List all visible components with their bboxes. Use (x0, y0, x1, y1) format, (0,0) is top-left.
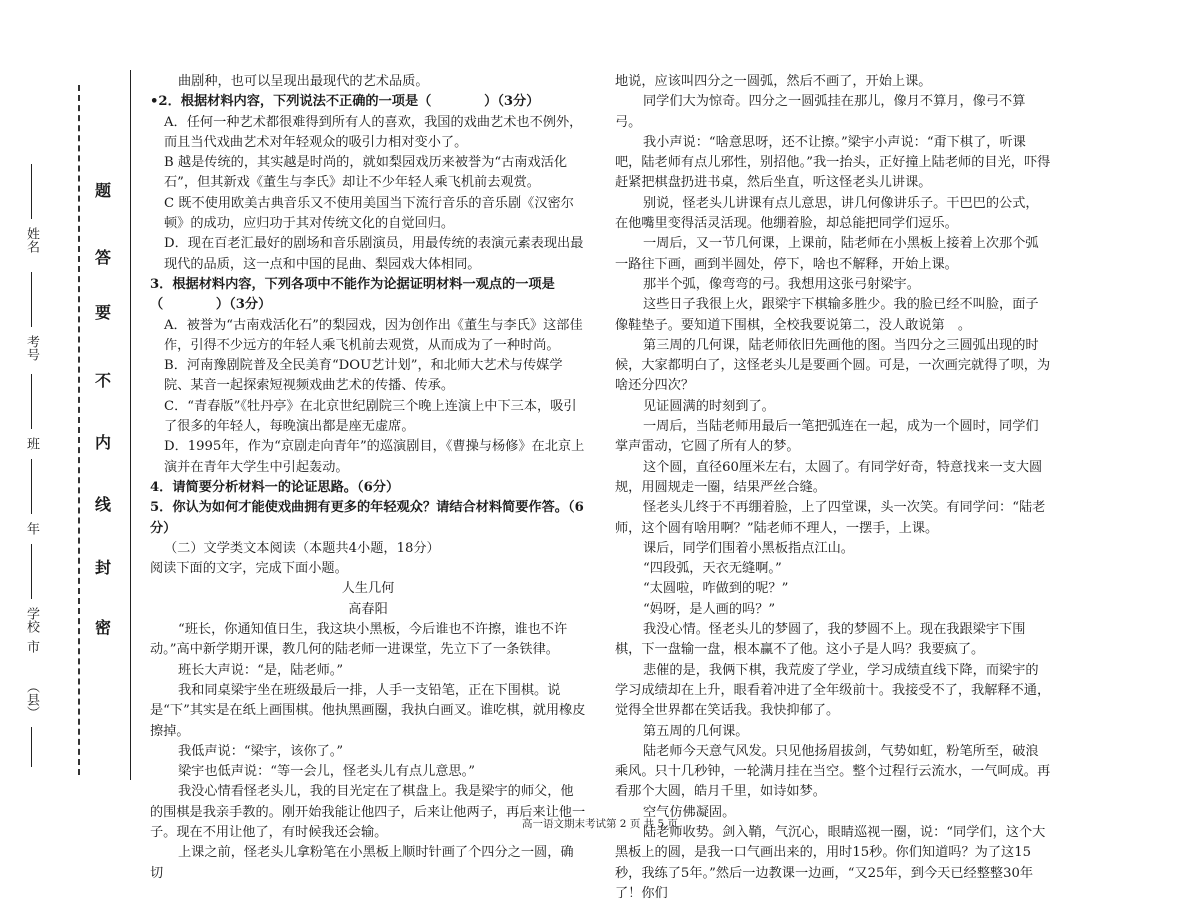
right-text-column (615, 72, 1051, 904)
paragraph: 陆老师收势。剑入鞘，气沉心，眼睛巡视一圈，说：“同学们，这个大黑板上的圆，是我一口气画出来的，用时15秒。你们知道吗？为了这15秒，我练了5年。”然后一边教课一边画，“又25年，到今天已经整整30年了！你们 (615, 824, 1046, 901)
watermark-char: 要 (95, 303, 112, 322)
dashed-cut-line (78, 85, 81, 775)
class-field (22, 370, 41, 450)
margin-rule (130, 70, 131, 780)
paragraph: “班长，你通知值日生，我这块小黑板，今后谁也不许擦，谁也不许动。”高中新学期开课，教几何的陆老师一进课堂，先立下了一条铁律。 (150, 622, 568, 658)
county-label: （县） (24, 680, 39, 719)
paragraph: 5．你认为如何才能使戏曲拥有更多的年轻观众？请结合材料简要作答。（6分） (150, 500, 584, 536)
exam-number-label: 考号 (24, 335, 39, 362)
paragraph: 班长大声说：“是，陆老师。” (178, 662, 344, 678)
class-label: 班 (24, 437, 39, 451)
paragraph: “太圆啦，咋做到的呢？” (643, 581, 789, 597)
paragraph: 我没心情看怪老头儿，我的目光定在了棋盘上。我是梁宇的师父，他的围棋是我亲手教的。刚开始我能让他四子，后来让他两子，再后来让他一子。现在不用让他了，有时候我还会输。 (150, 784, 586, 840)
county-field (22, 680, 41, 771)
paragraph: “四段弧，天衣无缝啊。” (643, 561, 782, 577)
paragraph: 上课之前，怪老头儿拿粉笔在小黑板上顺时针画了个四分之一圆，确切 (150, 845, 574, 881)
paragraph: D．现在百老汇最好的剧场和音乐剧演员，用最传统的表演元素表现出最现代的品质，这一点和中国的昆曲、梨园戏大体相同。 (164, 236, 584, 272)
paragraph: 3．根据材料内容，下列各项中不能作为论据证明材料一观点的一项是（ ）（3分） (150, 276, 555, 313)
watermark-char: 题 (95, 181, 112, 200)
paragraph: 曲剧种，也可以呈现出最现代的艺术品质。 (178, 74, 429, 89)
paragraph: B．河南豫剧院普及全民美育“DOU艺计划”，和北师大艺术与传媒学院、某音一起探索短视频戏曲艺术的传播、传承。 (164, 358, 563, 394)
exam-number-field (22, 268, 41, 361)
watermark-char: 密 (95, 618, 112, 637)
grade-field (22, 455, 41, 535)
paragraph: •2．根据材料内容，下列说法不正确的一项是（ ）（3分） (150, 94, 540, 110)
paragraph: 我低声说：“梁宇，该你了。” (178, 743, 344, 759)
paragraph: 同学们大为惊奇。四分之一圆弧挂在那儿，像月不算月，像弓不算弓。 (615, 94, 1026, 130)
page-footer: 高一语文期末考试第 2 页 共 5 页 (521, 818, 679, 830)
paragraph: 课后，同学们围着小黑板指点江山。 (643, 540, 854, 556)
paragraph: 地说，应该叫四分之一圆弧，然后不画了，开始上课。 (615, 74, 932, 89)
watermark-char: 不 (95, 371, 112, 390)
paragraph: 空气仿佛凝固。 (643, 804, 736, 820)
paragraph: C 既不使用欧美古典音乐又不使用美国当下流行音乐的音乐剧《汉密尔顿》的成功，应归功于其对传统文化的自觉回归。 (164, 195, 574, 232)
paragraph: 我没心情。怪老头儿的梦圆了，我的梦圆不上。现在我跟梁宇下围棋，下一盘输一盘，根本赢不了他。这小子是人吗？我要疯了。 (615, 622, 1026, 658)
paragraph: A．任何一种艺术都很难得到所有人的喜欢，我国的戏曲艺术也不例外，而且当代戏曲艺术对年轻观众的吸引力相对变小了。 (164, 114, 583, 150)
paragraph: C．“青春版”《牡丹亭》在北京世纪剧院三个晚上连演上中下三本，吸引了很多的年轻人，每晚演出都是座无虚席。 (164, 398, 577, 435)
left-text-column (150, 72, 586, 884)
paragraph: 陆老师今天意气风发。只见他扬眉拔剑，气势如虹，粉笔所至，破浪乘风。只十几秒钟，一轮满月挂在当空。整个过程行云流水，一气呵成。再看那个大圆，皓月千里，如诗如梦。 (615, 743, 1051, 800)
school-label: 学校 (24, 607, 39, 634)
paragraph: 我和同桌梁宇坐在班级最后一排，人手一支铅笔，正在下围棋。说是“下”其实是在纸上画围棋。他执黑画圈，我执白画叉。谁吃棋，就用橡皮擦掉。 (150, 682, 586, 739)
paragraph: （二）文学类文本阅读（本题共4小题，18分） (164, 540, 440, 556)
paragraph: 见证圆满的时刻到了。 (643, 398, 775, 414)
paragraph: 4．请简要分析材料一的论证思路。（6分） (150, 479, 400, 495)
paragraph: 这个圆，直径60厘米左右，太圆了。有同学好奇，特意找来一支大圆规，用圆规走一圈，结果严丝合缝。 (615, 459, 1043, 495)
grade-label: 年 (24, 522, 39, 536)
paragraph: D．1995年，作为“京剧走向青年”的巡演剧目，《曹操与杨修》在北京上演并在青年大学生中引起轰动。 (164, 439, 585, 475)
watermark-char: 答 (95, 248, 112, 267)
paragraph: 这些日子我很上火，跟梁宇下棋输多胜少。我的脸已经不叫脸，面子像鞋垫子。要知道下围棋，全校我要说第二，没人敢说第 。 (615, 297, 1039, 333)
city-field (22, 640, 41, 653)
paragraph: 一周后，又一节几何课，上课前，陆老师在小黑板上接着上次那个弧一路往下画，画到半圆处，停下，啥也不解释，开始上课。 (615, 236, 1039, 272)
paragraph: 人生几何 (341, 581, 395, 597)
paragraph: B 越是传统的，其实越是时尚的，就如梨园戏历来被誉为“古南戏活化石”，但其新戏《董生与李氏》却让不少年轻人乘飞机前去观赏。 (164, 155, 568, 191)
watermark-char: 线 (95, 495, 112, 514)
paragraph: 怪老头儿终于不再绷着脸，上了四堂课，头一次笑。有同学问：“陆老师，这个圆有啥用啊？”陆老师不理人，一摆手，上课。 (615, 500, 1046, 536)
watermark-char: 内 (95, 433, 112, 452)
paragraph: 第三周的几何课，陆老师依旧先画他的图。当四分之三圆弧出现的时候，大家都明白了，这怪老头儿是要画个圆。可是，一次画完就得了呗，为啥还分四次？ (615, 337, 1051, 394)
paragraph: 我小声说：“啥意思呀，还不让擦。”梁宇小声说：“甭下棋了，听课吧，陆老师有点儿邪性，别招他。”我一抬头，正好撞上陆老师的目光，吓得赶紧把棋盘扔进书桌，然后坐直，听这怪老头儿讲课。 (615, 134, 1051, 191)
watermark-char: 封 (95, 558, 112, 577)
paragraph: 第五周的几何课。 (643, 723, 749, 739)
name-field (22, 160, 41, 253)
school-field (22, 540, 41, 633)
paragraph: 悲催的是，我俩下棋，我荒废了学业，学习成绩直线下降，而梁宇的学习成绩却在上升，眼看着冲进了全年级前十。我接受不了，我解释不通，觉得全世界都在笑话我。我快抑郁了。 (615, 662, 1051, 719)
paragraph: 高春阳 (348, 601, 388, 617)
paragraph: 那半个弧，像弯弯的弓。我想用这张弓射梁宇。 (643, 276, 920, 292)
paragraph: “妈呀，是人画的吗？” (643, 601, 776, 617)
paragraph: 梁宇也低声说：“等一会儿，怪老头儿有点儿意思。” (178, 764, 476, 780)
city-label: 市 (24, 640, 39, 653)
paragraph: A．被誉为“古南戏活化石”的梨园戏，因为创作出《董生与李氏》这部佳作，引得不少远方的年轻人乘飞机前去观赏，从而成为了一种时尚。 (164, 317, 583, 353)
paragraph: 一周后，当陆老师用最后一笔把弧连在一起，成为一个圆时，同学们掌声雷动，它圆了所有人的梦。 (615, 419, 1039, 455)
paragraph: 别说，怪老头儿讲课有点儿意思，讲几何像讲乐子。干巴巴的公式，在他嘴里变得活灵活现。他绷着脸，却总能把同学们逗乐。 (615, 195, 1039, 232)
paragraph: 阅读下面的文字，完成下面小题。 (150, 561, 348, 577)
name-label: 姓名 (24, 227, 39, 254)
